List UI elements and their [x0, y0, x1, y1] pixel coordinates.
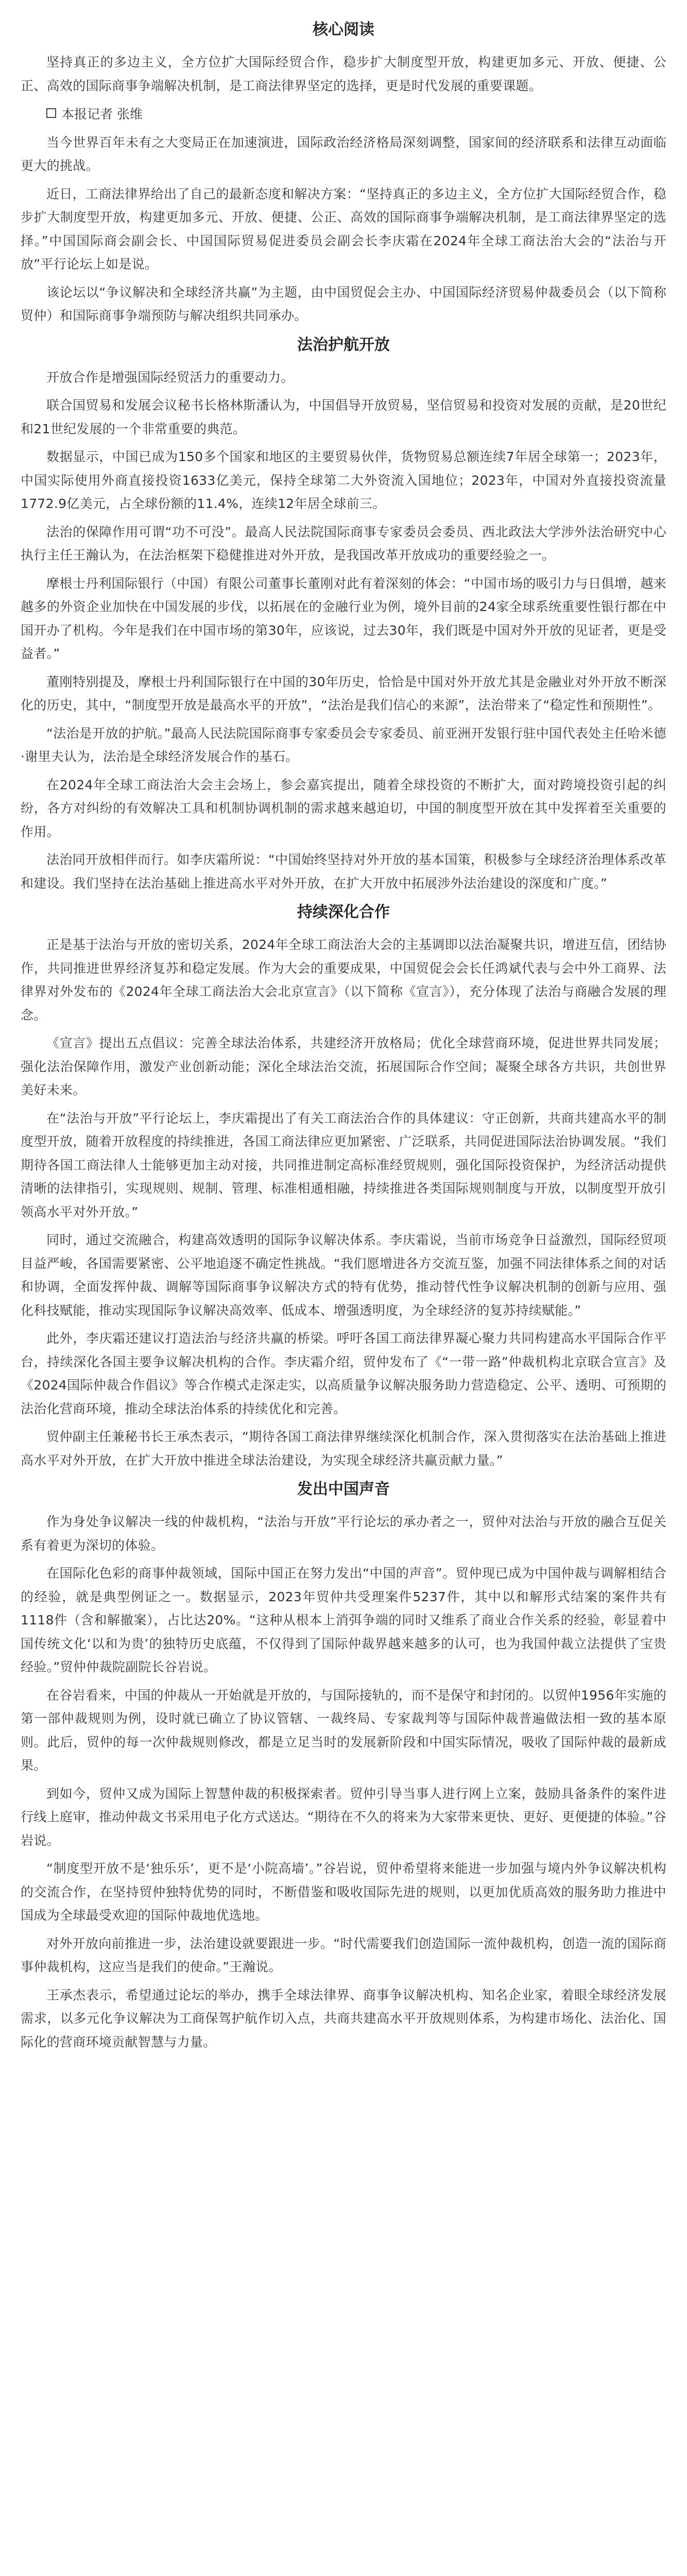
section-title: 发出中国声音: [297, 1480, 390, 1498]
paragraph: 该论坛以“争议解决和全球经济共赢”为主题，由中国贸促会主办、中国国际经济贸易仲裁委员会（以下简称贸仲）和国际商事争端预防与解决组织共同承办。: [21, 284, 666, 323]
paragraph: 坚持真正的多边主义，全方位扩大国际经贸合作，稳步扩大制度型开放，构建更加多元、开放、便捷、公正、高效的国际商事争端解决机制，是工商法律界坚定的选择，更是时代发展的重要课题。: [21, 55, 666, 93]
section-rule-of-law: [21, 335, 666, 895]
paragraph: 在“法治与开放”平行论坛上，李庆霜提出了有关工商法治合作的具体建议：守正创新，共商共建高水平的制度型开放，随着开放程度的持续推进，各国工商法律应更加紧密、广泛联系，共同促进国际法治协调发展。“我们期待各国工商法律人士能够更加主动对接，共同推进制定高标准经贸规则，强化国际投资保护，为经济活动提供清晰的法律指引，实现规则、规制、管理、标准相通相融，持续推进各类国际规则制度与开放，以制度型开放引领高水平对外开放。”: [21, 1110, 666, 1219]
paragraph: 近日，工商法律界给出了自己的最新态度和解决方案：“坚持真正的多边主义，全方位扩大国际经贸合作，稳步扩大制度型开放，构建更加多元、开放、便捷、公正、高效的国际商事争端解决机制，是工商法律界坚定的选择。”中国国际商会副会长、中国国际贸易促进委员会副会长李庆霜在2024年全球工商法治大会的“法治与开放”平行论坛上如是说。: [21, 186, 666, 272]
paragraph: 数据显示，中国已成为150多个国家和地区的主要贸易伙伴，货物贸易总额连续7年居全球第一；2023年，中国实际使用外商直接投资1633亿美元，保持全球第二大外资流入国地位；2023年，中国对外直接投资流量1772.9亿美元，占全球份额的11.4%，连续12年居全球前三。: [21, 449, 666, 511]
paragraph: “制度型开放不是‘独乐乐’，更不是‘小院高墙’。”谷岩说，贸仲希望将来能进一步加强与境内外争议解决机构的交流合作，在坚持贸仲独特优势的同时，不断借鉴和吸收国际先进的规则，以更加优质高效的服务助力推进中国成为全球最受欢迎的国际仲裁地优选地。: [21, 1861, 666, 1923]
section-title: 法治护航开放: [297, 335, 390, 354]
square-bullet-icon: [46, 108, 56, 118]
reporter-name: 本报记者 张维: [61, 107, 143, 122]
byline: [21, 103, 666, 126]
paragraph: 此外，李庆霜还建议打造法治与经济共赢的桥梁。呼吁各国工商法律界凝心聚力共同构建高水平国际合作平台，持续深化各国主要争议解决机构的合作。李庆霜介绍，贸仲发布了《“一带一路”仲裁机构北京联合宣言》及《2024国际仲裁合作倡议》等合作模式走深走实，以高质量争议解决服务助力营造稳定、公平、透明、可预期的法治化营商环境，推动全球法治体系的持续优化和完善。: [21, 1331, 666, 1416]
paragraph: 开放合作是增强国际经贸活力的重要动力。: [46, 369, 294, 385]
paragraph: 正是基于法治与开放的密切关系，2024年全球工商法治大会的主基调即以法治凝聚共识，增进互信，团结协作，共同推进世界经济复苏和稳定发展。作为大会的重要成果，中国贸促会会长任鸿斌代表与会中外工商界、法律界对外发布的《2024年全球工商法治大会北京宣言》（以下简称《宣言》），充分体现了法治与商融合发展的理念。: [21, 937, 666, 1023]
paragraph: 董刚特别提及，摩根士丹利国际银行在中国的30年历史，恰恰是中国对外开放尤其是金融业对外开放不断深化的历史，其中，“制度型开放是最高水平的开放”，“法治是我们信心的来源”，法治带来了“稳定性和预期性”。: [21, 674, 666, 713]
paragraph: 在国际化色彩的商事仲裁领域，国际中国正在努力发出“中国的声音”。贸仲现已成为中国仲裁与调解相结合的经验，就是典型例证之一。数据显示，2023年贸仲共受理案件5237件，其中以和解形式结案的案件共有1118件（含和解撤案），占比达20%。“这种从根本上消弭争端的同时又维系了商业合作关系的经验，彰显着中国传统文化‘以和为贵’的独特历史底蕴，不仅得到了国际仲裁界越来越多的认可，也为我国仲裁立法提供了宝贵经验。”贸仲仲裁院副院长谷岩说。: [21, 1566, 666, 1674]
section-china-voice: [21, 1479, 666, 2054]
section-title: 持续深化合作: [297, 903, 390, 921]
paragraph: 法治同开放相伴而行。如李庆霜所说：“中国始终坚持对外开放的基本国策，积极参与全球经济治理体系改革和建设。我们坚持在法治基础上推进高水平对外开放，在扩大开放中拓展涉外法治建设的深度和广度。”: [21, 852, 666, 891]
paragraph: 联合国贸易和发展会议秘书长格林斯潘认为，中国倡导开放贸易，坚信贸易和投资对发展的贡献，是20世纪和21世纪发展的一个非常重要的典范。: [21, 398, 666, 436]
section-cooperation: [21, 902, 666, 1472]
paragraph: 同时，通过交流融合，构建高效透明的国际争议解决体系。李庆霜说，当前市场竞争日益激烈，国际经贸项目益严峻，各国需要紧密、公平地追逐不确定性挑战。“我们愿增进各方交流互鉴，加强不同法律体系之间的对话和协调，全面发挥仲裁、调解等国际商事争议解决方式的特有优势，推动替代性争议解决机制的创新与应用、强化科技赋能，推动实现国际争议解决高效率、低成本、增强透明度，为全球经济的复苏持续赋能。”: [21, 1232, 666, 1318]
paragraph: 在2024年全球工商法治大会主会场上，参会嘉宾提出，随着全球投资的不断扩大，面对跨境投资引起的纠纷，各方对纠纷的有效解决工具和机制协调机制的需求越来越迫切，中国的制度型开放在其中发挥着至关重要的作用。: [21, 777, 666, 839]
section-intro: [21, 103, 666, 328]
paragraph: 在谷岩看来，中国的仲裁从一开始就是开放的，与国际接轨的，而不是保守和封闭的。以贸仲1956年实施的第一部仲裁规则为例，设时就已确立了协议管辖、一裁终局、专家裁判等与国际仲裁普遍做法相一致的基本原则。此后，贸仲的每一次仲裁规则修改，都是立足当时的发展新阶段和中国实际情况，吸收了国际仲裁的最新成果。: [21, 1687, 666, 1773]
paragraph: 《宣言》提出五点倡议：完善全球法治体系，共建经济开放格局；优化全球营商环境，促进世界共同发展；强化法治保障作用，激发产业创新动能；深化全球法治交流，拓展国际合作空间；凝聚全球各方共识，共创世界美好未来。: [21, 1036, 666, 1097]
paragraph: 当今世界百年未有之大变局正在加速演进，国际政治经济格局深刻调整，国家间的经济联系和法律互动面临更大的挑战。: [21, 134, 666, 173]
paragraph: “法治是开放的护航。”最高人民法院国际商事专家委员会专家委员、前亚洲开发银行驻中国代表处主任哈米德·谢里夫认为，法治是全球经济发展合作的基石。: [21, 725, 666, 764]
section-core-reading: [21, 20, 666, 97]
paragraph: 法治的保障作用可谓“功不可没”。最高人民法院国际商事专家委员会委员、西北政法大学涉外法治研究中心执行主任王瀚认为，在法治框架下稳健推进对外开放，是我国改革开放成功的重要经验之一。: [21, 524, 666, 563]
paragraph: 王承杰表示，希望通过论坛的举办，携手全球法律界、商事争议解决机构、知名企业家，着眼全球经济发展需求，以多元化争议解决为工商保驾护航作切入点，共商共建高水平开放规则体系，为构建市场化、法治化、国际化的营商环境贡献智慧与力量。: [21, 1987, 666, 2049]
paragraph: 到如今，贸仲又成为国际上智慧仲裁的积极探索者。贸仲引导当事人进行网上立案，鼓励具备条件的案件进行线上庭审，推动仲裁文书采用电子化方式送达。“期待在不久的将来为大家带来更快、更好、更便捷的体验。”谷岩说。: [21, 1786, 666, 1848]
paragraph: 摩根士丹利国际银行（中国）有限公司董事长董刚对此有着深刻的体会：“中国市场的吸引力与日俱增，越来越多的外资企业加快在中国发展的步伐，以拓展在的金融行业为例，境外目前的24家全球系统重要性银行都在中国开办了机构。今年是我们在中国市场的第30年，应该说，过去30年，我们既是中国对外开放的见证者，更是受益者。”: [21, 575, 666, 661]
paragraph: 对外开放向前推进一步，法治建设就要跟进一步。“时代需要我们创造国际一流仲裁机构，创造一流的国际商事仲裁机构，这应当是我们的使命。”王瀚说。: [21, 1936, 666, 1974]
paragraph: 贸仲副主任兼秘书长王承杰表示，“期待各国工商法律界继续深化机制合作，深入贯彻落实在法治基础上推进高水平对外开放，在扩大开放中推进全球法治建设，为实现全球经济共赢贡献力量。”: [21, 1429, 666, 1468]
paragraph: 作为身处争议解决一线的仲裁机构，“法治与开放”平行论坛的承办者之一，贸仲对法治与开放的融合互促关系有着更为深切的体验。: [21, 1514, 666, 1553]
section-title: 核心阅读: [313, 21, 374, 39]
